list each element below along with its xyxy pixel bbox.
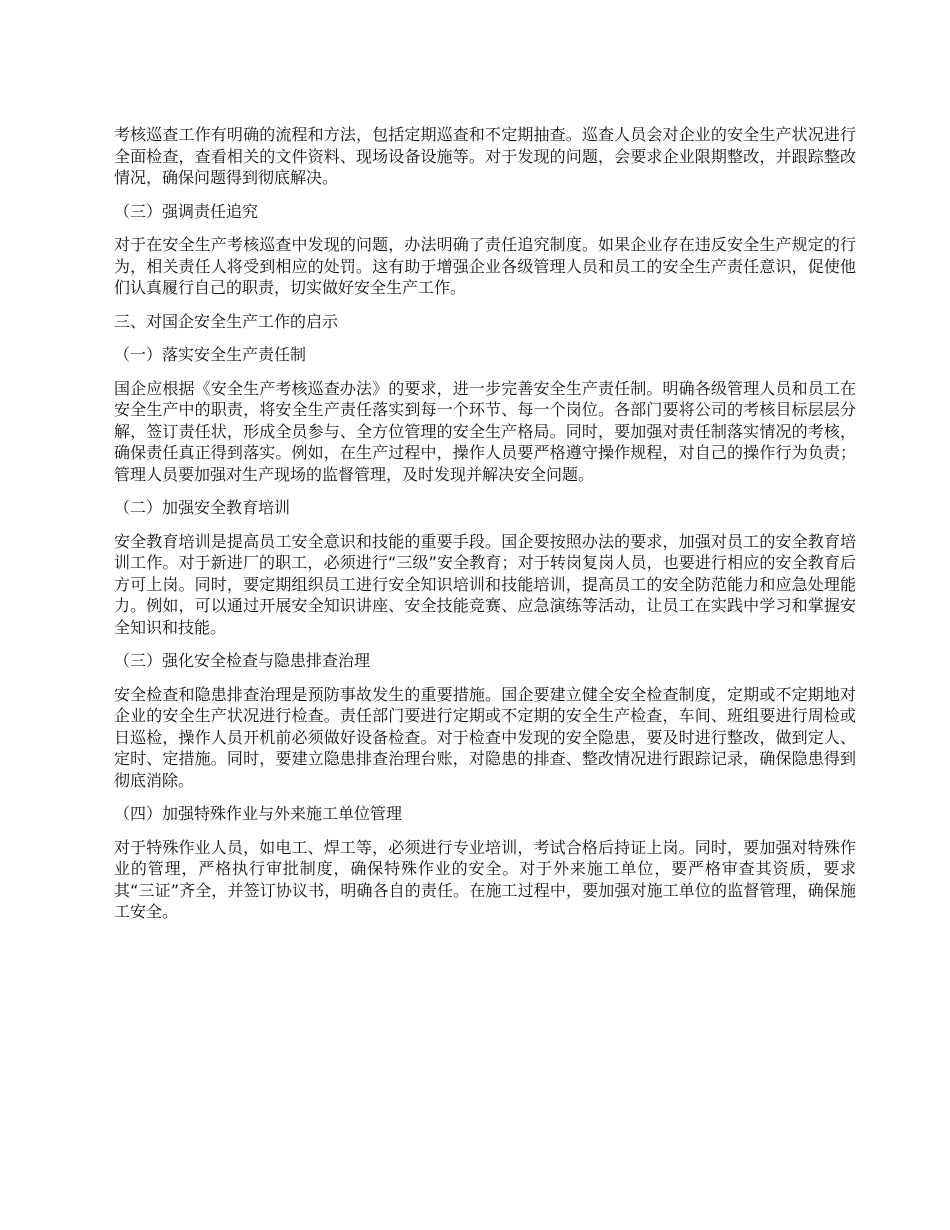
paragraph-accountability: 对于在安全生产考核巡查中发现的问题，办法明确了责任追究制度。如果企业存在违反安全生产规定的行为，相关责任人将受到相应的处罚。这有助于增强企业各级管理人员和员工的安全生产责任意识，促使他们认真履行自己的职责，切实做好安全生产工作。 xyxy=(114,235,856,297)
heading-responsibility-system: （一）落实安全生产责任制 xyxy=(114,345,307,364)
heading-accountability: （三）强调责任追究 xyxy=(114,201,259,221)
heading-section-three: 三、对国企安全生产工作的启示 xyxy=(114,311,339,331)
paragraph-responsibility-system: 国企应根据《安全生产考核巡查办法》的要求，进一步完善安全生产责任制。明确各级管理人员和员工在安全生产中的职责，将安全生产责任落实到每一个环节、每一个岗位。各部门要将公司的考核目标层层分解，签订责任状，形成全员参与、全方位管理的安全生产格局。同时，要加强对责任制落实情况的考核，确保责任真正得到落实。例如，在生产过程中，操作人员要严格遵守操作规程，对自己的操作行为负责；管理人员要加强对生产现场的监督管理，及时发现并解决安全问题。 xyxy=(114,378,856,484)
heading-safety-training: （二）加强安全教育培训 xyxy=(114,498,291,517)
heading-safety-inspection: （三）强化安全检查与隐患排查治理 xyxy=(114,651,371,670)
heading-special-operations: （四）加强特殊作业与外来施工单位管理 xyxy=(114,804,403,823)
document-page xyxy=(114,124,856,935)
paragraph-safety-training: 安全教育培训是提高员工安全意识和技能的重要手段。国企要按照办法的要求，加强对员工的安全教育培训工作。对于新进厂的职工，必须进行“三级”安全教育；对于转岗复岗人员，也要进行相应的安全教育后方可上岗。同时，要定期组织员工进行安全知识培训和技能培训，提高员工的安全防范能力和应急处理能力。例如，可以通过开展安全知识讲座、安全技能竞赛、应急演练等活动，让员工在实践中学习和掌握安全知识和技能。 xyxy=(114,531,856,637)
paragraph-safety-inspection: 安全检查和隐患排查治理是预防事故发生的重要措施。国企要建立健全安全检查制度，定期或不定期地对企业的安全生产状况进行检查。责任部门要进行定期或不定期的安全生产检查，车间、班组要进行周检或日巡检，操作人员开机前必须做好设备检查。对于检查中发现的安全隐患，要及时进行整改，做到定人、定时、定措施。同时，要建立隐患排查治理台账，对隐患的排查、整改情况进行跟踪记录，确保隐患得到彻底消除。 xyxy=(114,684,856,790)
paragraph-inspection-process: 考核巡查工作有明确的流程和方法，包括定期巡查和不定期抽查。巡查人员会对企业的安全生产状况进行全面检查，查看相关的文件资料、现场设备设施等。对于发现的问题，会要求企业限期整改，并跟踪整改情况，确保问题得到彻底解决。 xyxy=(114,125,856,187)
paragraph-special-operations: 对于特殊作业人员，如电工、焊工等，必须进行专业培训，考试合格后持证上岗。同时，要加强对特殊作业的管理，严格执行审批制度，确保特殊作业的安全。对于外来施工单位，要严格审查其资质，要求其“三证”齐全，并签订协议书，明确各自的责任。在施工过程中，要加强对施工单位的监督管理，确保施工安全。 xyxy=(114,837,856,921)
